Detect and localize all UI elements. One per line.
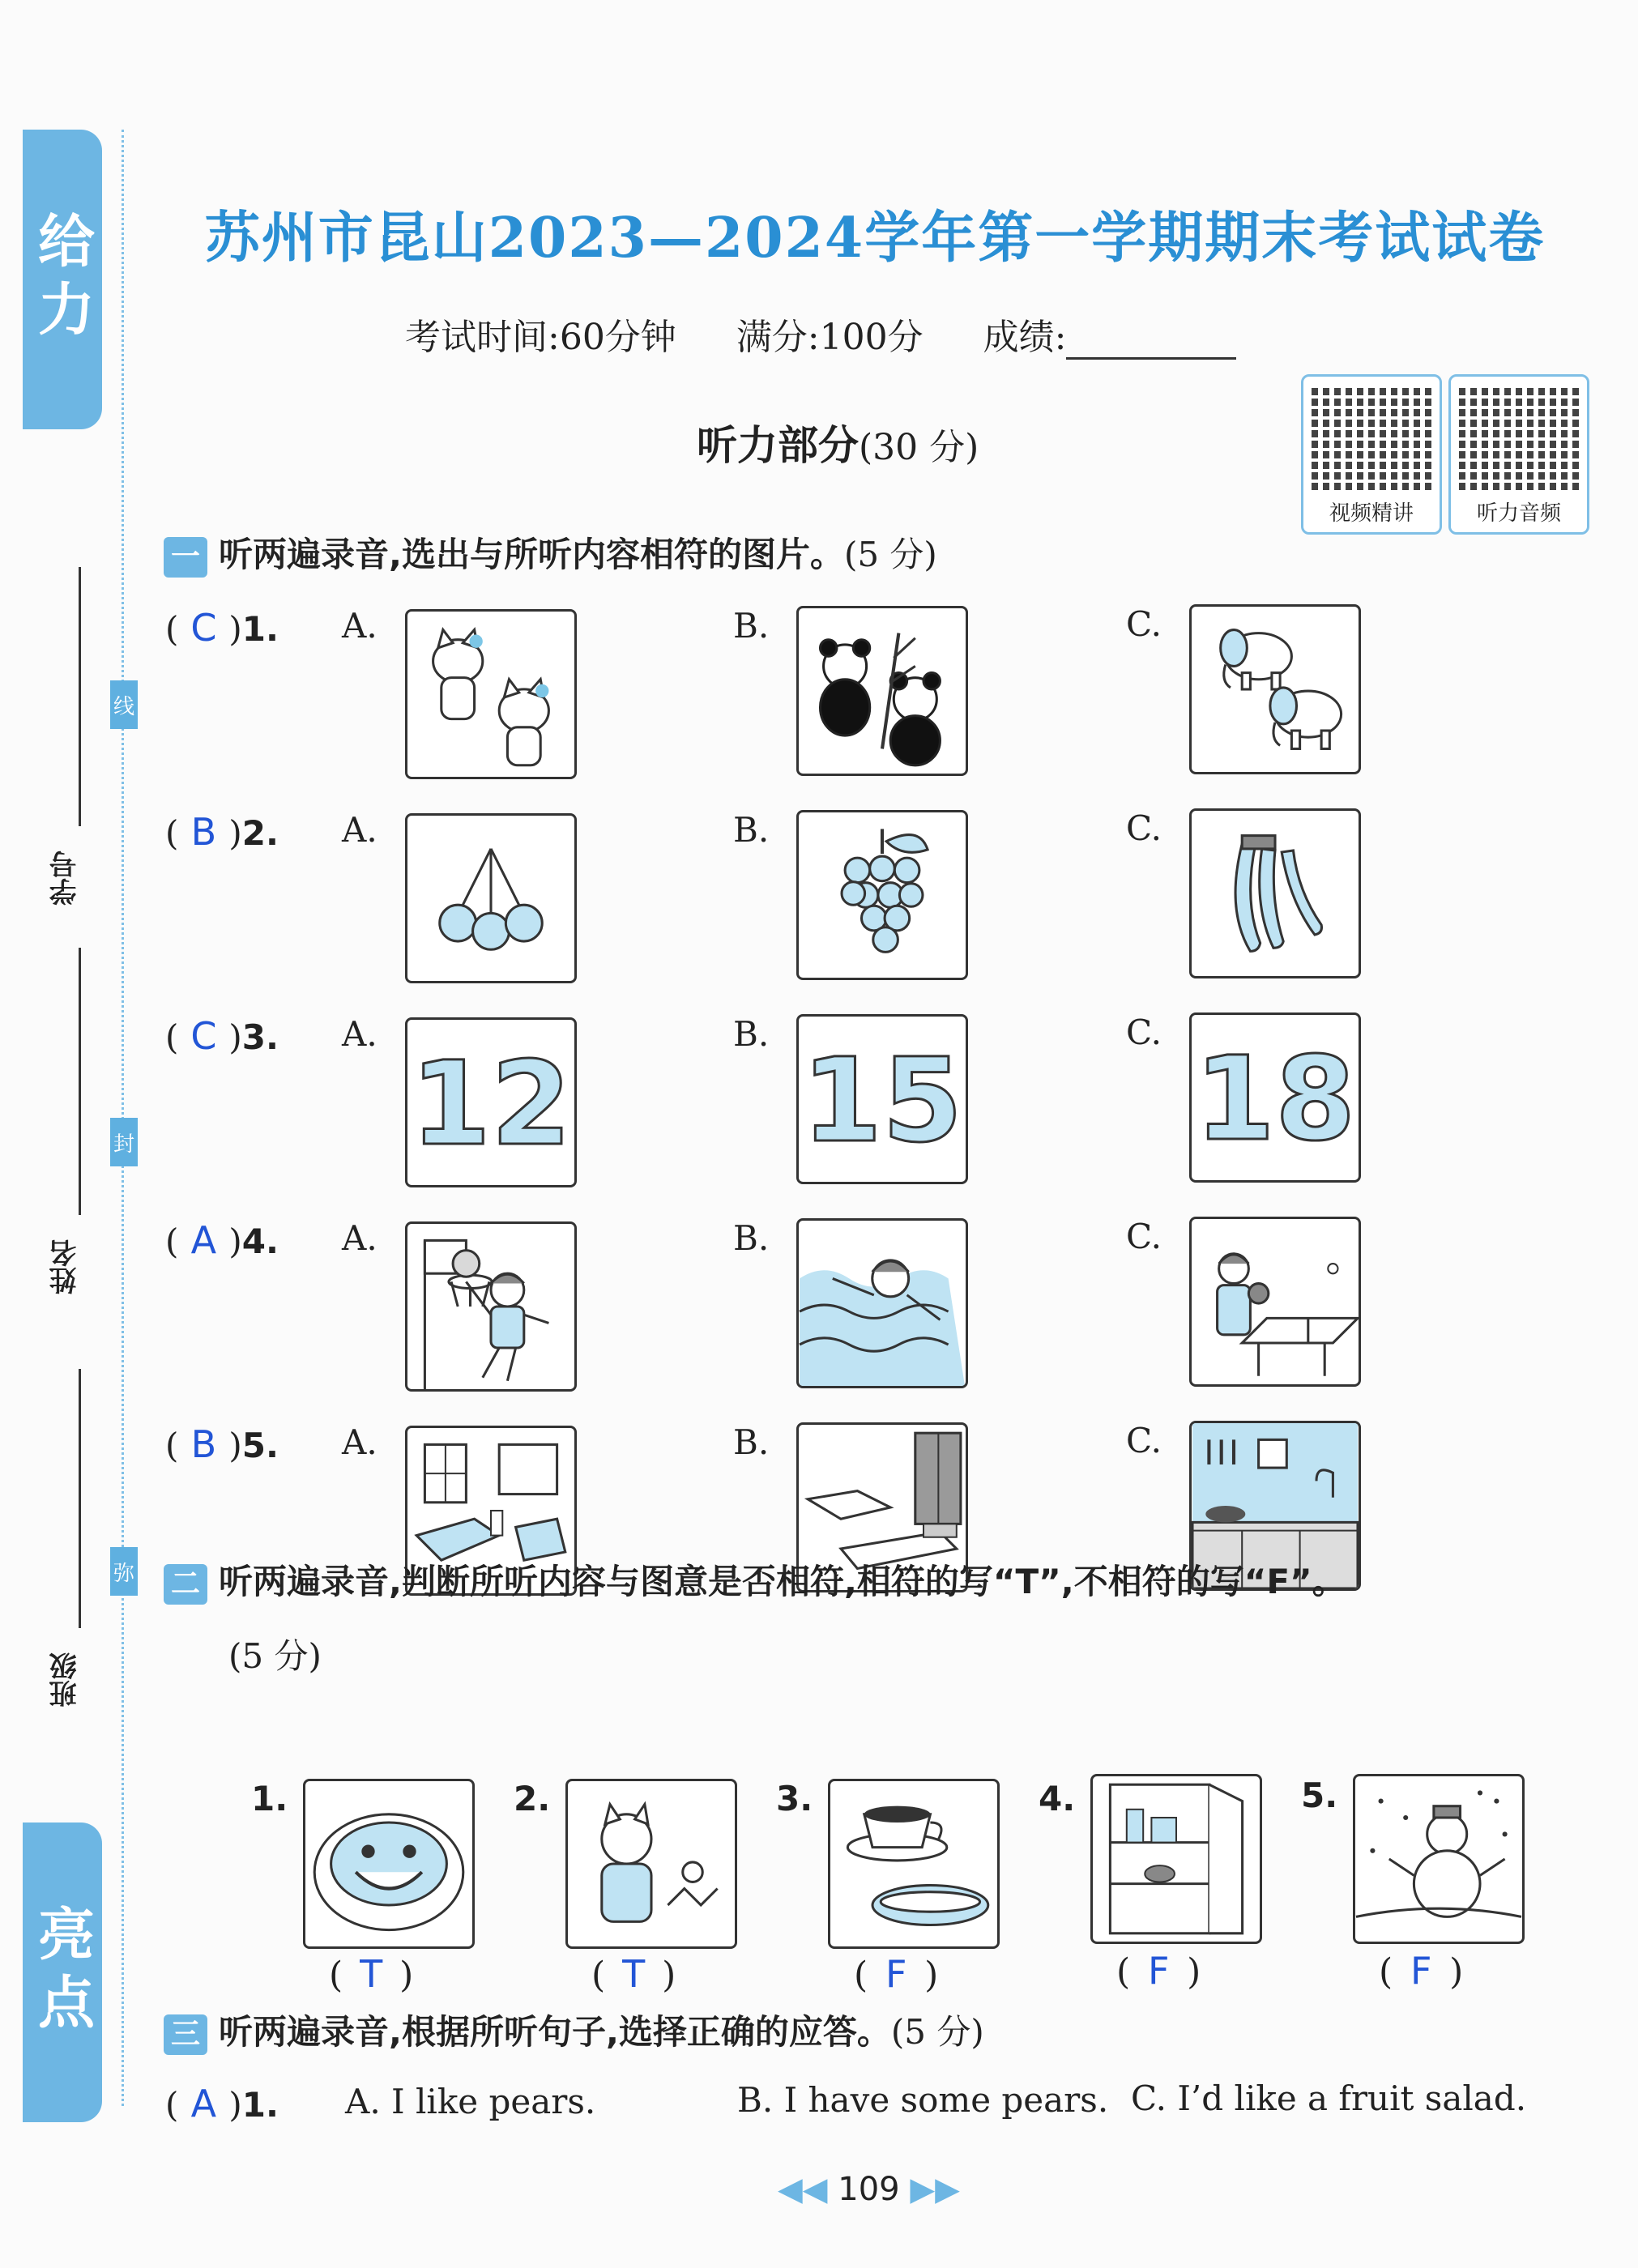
svg-text:15: 15	[801, 1033, 963, 1168]
side-tab-bottom: 亮点	[23, 1823, 102, 2122]
option-label-b: B.	[733, 1422, 770, 1462]
option-label-b: B.	[733, 1218, 770, 1258]
option-label-b: B.	[733, 1014, 770, 1054]
option-label-a: A.	[342, 1014, 378, 1054]
part1-instruction: 一 听两遍录音,选出与所听内容相符的图片。(5 分)	[164, 528, 937, 578]
image-basketball[interactable]	[405, 1221, 577, 1392]
part3-option-b: B. I have some pears.	[737, 2080, 1109, 2120]
score-blank[interactable]	[1066, 325, 1236, 360]
answer-4[interactable]: A	[190, 1218, 217, 1262]
option-label-b: B.	[733, 810, 770, 850]
tf-item-number: 2.	[514, 1779, 551, 1818]
image-pandas[interactable]	[796, 606, 968, 776]
prev-arrows-icon: ◀◀	[778, 2171, 838, 2208]
image-number-15[interactable]	[796, 1014, 968, 1184]
option-label-c: C.	[1126, 808, 1162, 848]
image-cherries[interactable]	[405, 813, 577, 983]
image-cat-toys[interactable]	[565, 1779, 737, 1949]
tf-answer-1[interactable]: T	[360, 1952, 383, 1996]
tf-answer-4[interactable]: F	[1147, 1949, 1170, 1993]
option-label-a: A.	[342, 810, 378, 850]
option-label-a: A.	[342, 1422, 378, 1462]
tf-3: ( F )	[854, 1952, 939, 1996]
tf-4: ( F )	[1116, 1949, 1201, 1993]
part3-instruction: 三 听两遍录音,根据所听句子,选择正确的应答。(5 分)	[164, 2006, 984, 2055]
qr-audio[interactable]	[1448, 374, 1589, 535]
tf-item-number: 4.	[1039, 1779, 1076, 1818]
tf-5: ( F )	[1379, 1949, 1464, 1993]
name-line	[79, 948, 81, 1215]
seal-xian: 线	[110, 680, 138, 729]
part3-answer-1[interactable]: A	[190, 2082, 217, 2125]
image-snowman[interactable]	[1353, 1774, 1525, 1944]
option-label-c: C.	[1126, 604, 1162, 644]
tf-answer-5[interactable]: F	[1410, 1949, 1432, 1993]
answer-5[interactable]: B	[190, 1422, 217, 1466]
tf-item-number: 1.	[251, 1779, 288, 1818]
qr-audio-caption: 听力音频	[1476, 501, 1561, 526]
part2-badge: 二	[164, 1564, 207, 1605]
part3-option-c: C. I’d like a fruit salad.	[1131, 2078, 1527, 2118]
part3-badge: 三	[164, 2014, 207, 2055]
svg-text:18: 18	[1194, 1031, 1356, 1166]
image-elephants[interactable]	[1189, 604, 1361, 774]
svg-text:12: 12	[410, 1036, 572, 1171]
student-id-line	[79, 567, 81, 826]
qr-video[interactable]	[1301, 374, 1442, 535]
part3-option-a: A. I like pears.	[345, 2082, 596, 2121]
image-coffee-hotdog[interactable]	[828, 1779, 1000, 1949]
page-number: ◀◀ 109 ▶▶	[778, 2171, 960, 2208]
image-grapes[interactable]	[796, 810, 968, 980]
image-ping-pong[interactable]	[1189, 1217, 1361, 1387]
part1-badge: 一	[164, 537, 207, 578]
question-3: ( C )3.	[165, 1014, 279, 1058]
question-5: ( B )5.	[165, 1422, 279, 1466]
tf-answer-3[interactable]: F	[885, 1952, 907, 1996]
answer-2[interactable]: B	[190, 810, 217, 854]
image-cats[interactable]	[405, 609, 577, 779]
question-2: ( B )2.	[165, 810, 279, 854]
listening-section-title: 听力部分(30 分)	[697, 422, 979, 469]
seal-mi: 弥	[110, 1547, 138, 1596]
exam-total: 满分:100分	[736, 317, 924, 358]
option-label-a: A.	[342, 606, 378, 646]
option-label-c: C.	[1126, 1217, 1162, 1256]
question-4: ( A )4.	[165, 1218, 279, 1262]
option-label-a: A.	[342, 1218, 378, 1258]
image-cake[interactable]	[303, 1779, 475, 1949]
class-label: 班级	[49, 1652, 82, 1707]
part2-instruction: 二 听两遍录音,判断所听内容与图意是否相符,相符的写“T”,不相符的写“F”。	[164, 1555, 1346, 1605]
class-line	[79, 1369, 81, 1628]
part3-question-1: ( A )1.	[165, 2082, 279, 2125]
tf-item-number: 5.	[1301, 1776, 1338, 1815]
image-number-12[interactable]	[405, 1017, 577, 1187]
exam-title: 苏州市昆山2023—2024学年第一学期期末考试试卷	[204, 206, 1546, 271]
score-label: 成绩:	[983, 317, 1067, 358]
tf-item-number: 3.	[776, 1779, 813, 1818]
exam-time: 考试时间:60分钟	[405, 317, 676, 358]
image-number-18[interactable]	[1189, 1013, 1361, 1183]
side-tab-top: 给力	[23, 130, 102, 429]
name-label: 姓名	[49, 1239, 82, 1294]
seal-feng: 封	[110, 1118, 138, 1166]
tf-answer-2[interactable]: T	[622, 1952, 646, 1996]
qr-video-caption: 视频精讲	[1329, 501, 1414, 526]
tf-1: ( T )	[329, 1952, 414, 1996]
student-id-label: 学号	[49, 850, 82, 906]
answer-3[interactable]: C	[190, 1014, 217, 1058]
exam-info	[405, 308, 1285, 360]
next-arrows-icon: ▶▶	[899, 2171, 960, 2208]
tf-2: ( T )	[591, 1952, 676, 1996]
image-fridge[interactable]	[1090, 1774, 1262, 1944]
image-bananas[interactable]	[1189, 808, 1361, 978]
question-1: ( C )1.	[165, 606, 279, 650]
part2-points: (5 分)	[228, 1636, 322, 1676]
option-label-b: B.	[733, 606, 770, 646]
option-label-c: C.	[1126, 1421, 1162, 1460]
answer-1[interactable]: C	[190, 606, 217, 650]
option-label-c: C.	[1126, 1013, 1162, 1052]
image-swimming[interactable]	[796, 1218, 968, 1388]
